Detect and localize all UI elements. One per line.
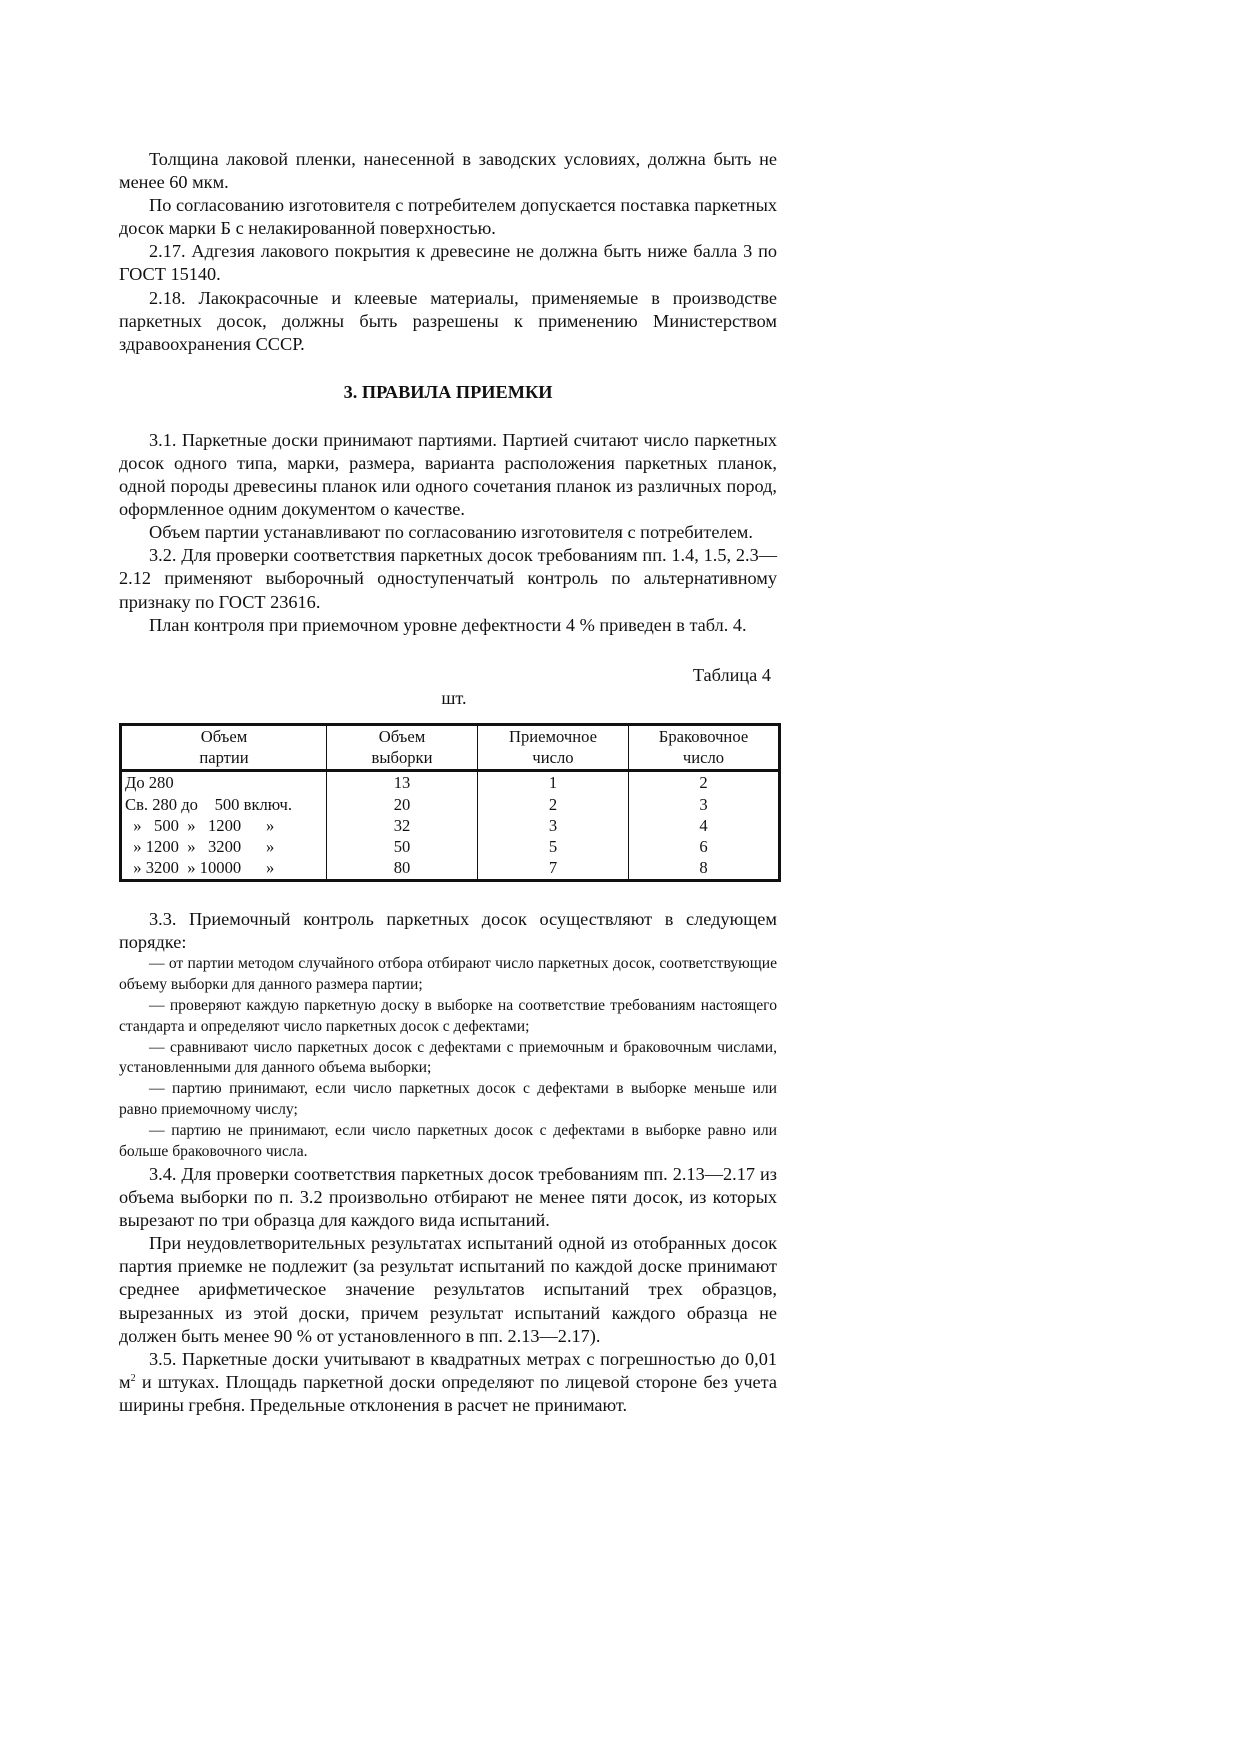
table-cell: 6 [629, 836, 780, 857]
table-row [121, 815, 780, 836]
header-text: Приемочное число [509, 726, 597, 767]
table-cell: » 1200 » 3200 » [121, 836, 327, 857]
paragraph-text: и штуках. Площадь паркетной доски определяют по лицевой стороне без учета ширины гребня. Предельные отклонения в расчет не принимают. [119, 1371, 777, 1415]
header-acceptance-number [478, 724, 629, 771]
table-cell: До 280 [121, 771, 327, 794]
table-cell: 7 [478, 857, 629, 880]
table-cell: 2 [478, 794, 629, 815]
table-cell: 2 [629, 771, 780, 794]
paragraph: 2.18. Лакокрасочные и клеевые материалы, применяемые в производстве паркетных досок, должны быть разрешены к применению Министерством здравоохранения СССР. [119, 287, 777, 354]
paragraph: 3.1. Паркетные доски принимают партиями. Партией считают число паркетных досок одного типа, марки, размера, варианта расположения паркетных планок, одной породы древесины планок или одного сочетания планок из различных пород, оформленное одним документом о качестве. [119, 429, 777, 520]
header-sample-size [327, 724, 478, 771]
table-cell: Св. 280 до 500 включ. [121, 794, 327, 815]
paragraph: 3.3. Приемочный контроль паркетных досок осуществляют в следующем порядке: [119, 908, 777, 952]
paragraph: 3.4. Для проверки соответствия паркетных досок требованиям пп. 2.13—2.17 из объема выборки по п. 3.2 произвольно отбирают не менее пяти досок, из которых вырезают по три образца для каждого вида испытаний. [119, 1164, 777, 1231]
acceptance-table [119, 723, 781, 882]
table-header-row [121, 724, 780, 771]
table-cell: 4 [629, 815, 780, 836]
list-item: — сравнивают число паркетных досок с дефектами с приемочным и браковочным числами, установленными для данного объема выборки; [119, 1038, 777, 1077]
header-text: Объем выборки [371, 726, 433, 767]
paragraph: 3.2. Для проверки соответствия паркетных досок требованиям пп. 1.4, 1.5, 2.3—2.12 применяют выборочный одноступенчатый контроль по альтернативному признаку по ГОСТ 23616. [119, 545, 777, 612]
list-item: — партию не принимают, если число паркетных досок с дефектами в выборке равно или больше браковочного числа. [119, 1122, 777, 1161]
table-cell: 80 [327, 857, 478, 880]
table-cell: 3 [478, 815, 629, 836]
superscript: 2 [130, 1372, 136, 1384]
table-row [121, 771, 780, 794]
table-cell: » 3200 » 10000 » [121, 857, 327, 880]
table-cell: 50 [327, 836, 478, 857]
table-cell: 20 [327, 794, 478, 815]
section-heading: 3. ПРАВИЛА ПРИЕМКИ [343, 381, 553, 402]
document-page [119, 148, 777, 1417]
table-cell: 8 [629, 857, 780, 880]
header-lot-size [121, 724, 327, 771]
paragraph: Объем партии устанавливают по согласованию изготовителя с потребителем. [149, 522, 753, 543]
header-rejection-number [629, 724, 780, 771]
list-item: — от партии методом случайного отбора отбирают число паркетных досок, соответствующие объему выборки для данного размера партии; [119, 954, 777, 993]
table-unit: шт. [441, 687, 467, 708]
table-cell: 1 [478, 771, 629, 794]
table-cell: » 500 » 1200 » [121, 815, 327, 836]
table-cell: 3 [629, 794, 780, 815]
paragraph: Толщина лаковой пленки, нанесенной в заводских условиях, должна быть не менее 60 мкм. [119, 149, 777, 193]
paragraph: При неудовлетворительных результатах испытаний одной из отобранных досок партия приемке не подлежит (за результат испытаний по каждой доске принимают среднее арифметическое значение результатов испытаний трех образцов, вырезанных из этой доски, причем результат испытаний каждого образца не должен быть менее 90 % от установленного в пп. 2.13—2.17). [119, 1233, 777, 1346]
table-row [121, 857, 780, 880]
paragraph: 2.17. Адгезия лакового покрытия к древесине не должна быть ниже балла 3 по ГОСТ 15140. [119, 241, 777, 285]
table-cell: 13 [327, 771, 478, 794]
table-caption: Таблица 4 [692, 664, 771, 685]
header-text: Объем партии [199, 726, 249, 767]
list-item: — партию принимают, если число паркетных досок с дефектами в выборке меньше или равно приемочному числу; [119, 1080, 777, 1119]
paragraph-3-5 [119, 1348, 777, 1417]
header-text: Браковочное число [658, 726, 749, 767]
table-row [121, 836, 780, 857]
table-row [121, 794, 780, 815]
paragraph-text: 3.5. Паркетные доски учитывают в квадратных метрах с погрешностью до 0,01 м [119, 1348, 777, 1392]
paragraph: План контроля при приемочном уровне дефектности 4 % приведен в табл. 4. [149, 614, 747, 635]
table-cell: 32 [327, 815, 478, 836]
paragraph: По согласованию изготовителя с потребителем допускается поставка паркетных досок марки Б с нелакированной поверхностью. [119, 195, 777, 239]
table-cell: 5 [478, 836, 629, 857]
list-item: — проверяют каждую паркетную доску в выборке на соответствие требованиям настоящего стандарта и определяют число паркетных досок с дефектами; [119, 996, 777, 1035]
